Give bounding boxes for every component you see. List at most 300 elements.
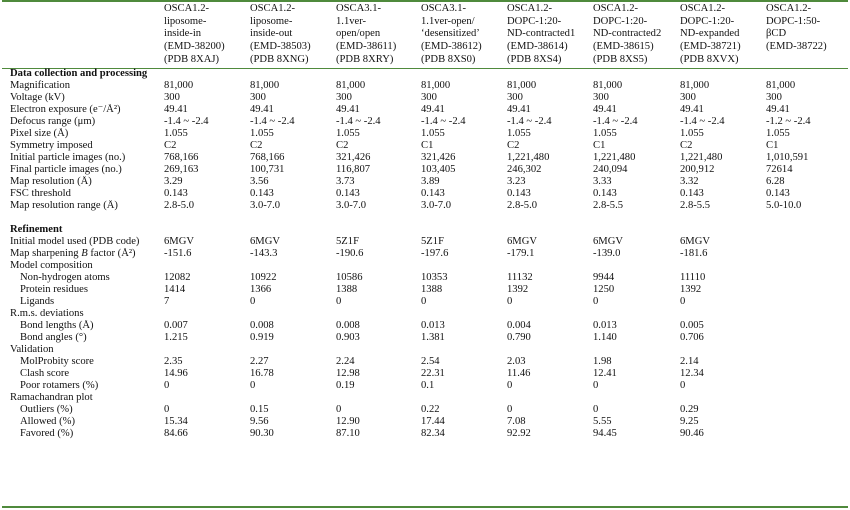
table-cell [250,392,336,404]
column-header-line: OSCA1.2- [593,3,639,14]
column-header-line: OSCA1.2- [507,3,553,14]
table-cell: 82.34 [421,428,445,439]
table-cell: 6MGV [593,236,624,247]
table-cell: 0.008 [250,320,274,331]
table-cell: 10353 [421,272,448,283]
table-cell [766,320,850,332]
table-cell: 1,221,480 [593,152,636,163]
table-cell: 3.73 [336,176,355,187]
column-header [680,3,766,68]
row-label: Symmetry imposed [10,140,93,151]
table-row [0,116,850,128]
table-cell: 1.055 [507,128,531,139]
table-cell [164,392,250,404]
table-cell: 3.0-7.0 [336,200,367,211]
table-cell: -139.0 [593,248,621,259]
table-cell: 1392 [680,284,702,295]
table-cell [507,260,593,272]
column-header-line: (PDB 8XNG) [250,53,309,65]
column-header [164,3,250,68]
table-cell: 0.143 [250,188,274,199]
table-cell: 10922 [250,272,277,283]
table-cell: 10586 [336,272,363,283]
table-cell [766,332,850,344]
table-cell: 84.66 [164,428,188,439]
table-row [0,92,850,104]
table-cell: 9.56 [250,416,269,427]
table-cell: 2.8-5.0 [507,200,538,211]
table-top-rule [2,0,848,2]
section-row [0,224,850,236]
column-header-line: inside-out [250,28,293,40]
table-cell: 3.29 [164,176,183,187]
table-cell: 300 [421,92,437,103]
table-row [0,140,850,152]
column-header-line: (EMD-38200) [164,41,225,53]
table-cell [507,392,593,404]
table-cell [766,392,850,404]
table-cell: 300 [336,92,352,103]
column-header-line: βCD [766,28,787,40]
table-cell [766,296,850,308]
column-header-line: (PDB 8XS5) [593,53,648,65]
table-cell: 49.41 [766,104,790,115]
table-cell: 16.78 [250,368,274,379]
column-header [766,3,850,68]
table-row [0,332,850,344]
table-cell [766,284,850,296]
column-header-line: open/open [336,28,381,40]
table-cell: 81,000 [766,80,796,91]
table-cell [593,392,680,404]
table-cell: 2.27 [250,356,269,367]
column-header [250,3,336,68]
table-row [0,392,850,404]
table-cell: 3.23 [507,176,526,187]
column-header-line: ND-contracted1 [507,28,576,40]
spacer-row [0,212,850,224]
table-cell: 768,166 [164,152,199,163]
table-cell: -1.2 ~ -2.4 [766,116,811,127]
table-cell [766,308,850,320]
table-cell: 0.004 [507,320,531,331]
table-cell: 0 [507,404,513,415]
table-cell: 116,807 [336,164,371,175]
table-cell: C2 [507,140,520,151]
table-cell: 49.41 [164,104,188,115]
table-cell: 5Z1F [421,236,444,247]
section-row [0,68,850,80]
table-cell [766,248,850,260]
table-cell: 0.29 [680,404,699,415]
table-row [0,428,850,440]
column-header-line: (PDB 8XS0) [421,53,476,65]
column-header-line: (EMD-38721) [680,41,741,53]
table-cell: 72614 [766,164,793,175]
table-cell: 5.55 [593,416,612,427]
table-cell: 100,731 [250,164,285,175]
table-cell: 0 [593,296,599,307]
row-label: Clash score [20,368,70,379]
table-cell: -197.6 [421,248,449,259]
table-cell [680,392,766,404]
table-cell: 17.44 [421,416,445,427]
table-cell: 2.54 [421,356,440,367]
table-cell: 1.98 [593,356,612,367]
table-cell [766,380,850,392]
table-cell: 6MGV [250,236,281,247]
table-cell: 1388 [336,284,358,295]
table-cell: 11132 [507,272,533,283]
table-cell: 0 [164,380,170,391]
table-cell: 0.790 [507,332,531,343]
table-bottom-rule [2,506,848,508]
table-cell: 14.96 [164,368,188,379]
table-row [0,200,850,212]
table-cell: 240,094 [593,164,628,175]
row-label: Outliers (%) [20,404,73,415]
table-cell: 2.14 [680,356,699,367]
table-cell: -1.4 ~ -2.4 [336,116,381,127]
section-heading: Refinement [10,224,63,235]
table-cell: 81,000 [336,80,366,91]
table-cell: 0.005 [680,320,704,331]
table-cell: 246,302 [507,164,542,175]
table-cell: 300 [593,92,609,103]
column-header-line: (PDB 8XS4) [507,53,562,65]
table-cell: 0 [336,296,342,307]
table-cell: 0.013 [593,320,617,331]
table-cell: 0 [680,296,686,307]
column-header-line: (PDB 8XAJ) [164,53,220,65]
table-cell: -1.4 ~ -2.4 [507,116,552,127]
table-cell: 768,166 [250,152,285,163]
row-label: Validation [10,344,54,355]
table-cell: 7.08 [507,416,526,427]
row-label: FSC threshold [10,188,71,199]
row-label: Pixel size (Å) [10,128,69,139]
column-header-line: ‘desensitized’ [421,28,480,40]
table-cell [766,356,850,368]
table-cell: 49.41 [680,104,704,115]
column-header-line: ND-expanded [680,28,740,40]
section-heading: Data collection and processing [10,68,148,79]
row-label: Defocus range (μm) [10,116,96,127]
table-cell [164,260,250,272]
table-cell: 1.055 [336,128,360,139]
table-row [0,356,850,368]
table-cell: 1,221,480 [507,152,550,163]
row-label: MolProbity score [20,356,94,367]
table-cell [593,344,680,356]
column-header [507,3,593,68]
table-cell [250,260,336,272]
table-row [0,128,850,140]
table-cell: 0.19 [336,380,355,391]
table-cell: 0.919 [250,332,274,343]
table-cell [680,260,766,272]
table-cell: 2.8-5.0 [164,200,195,211]
spacer-cell [0,212,850,224]
column-header-line: (EMD-38612) [421,41,482,53]
column-header-line: OSCA1.2- [250,3,296,14]
column-header-line: OSCA1.2- [766,3,812,14]
table-cell: 1.215 [164,332,188,343]
table-row [0,272,850,284]
table-cell: 0.15 [250,404,269,415]
table-cell: 90.30 [250,428,274,439]
table-cell: 5.0-10.0 [766,200,802,211]
table-cell: 12.90 [336,416,360,427]
table-cell: 200,912 [680,164,715,175]
column-header [421,3,507,68]
column-header-line: DOPC-1:20- [680,15,735,27]
table-cell: 15.34 [164,416,188,427]
table-row [0,152,850,164]
table-cell: 0.143 [336,188,360,199]
table-cell: 22.31 [421,368,445,379]
table-cell: 1250 [593,284,615,295]
table-cell: 3.56 [250,176,269,187]
table-cell: -151.6 [164,248,192,259]
table-cell: 11.46 [507,368,531,379]
table-cell [593,260,680,272]
table-cell: 9944 [593,272,615,283]
table-cell: -1.4 ~ -2.4 [680,116,725,127]
row-label: Ramachandran plot [10,392,93,403]
table-cell [250,308,336,320]
table-row [0,320,850,332]
table-cell: 6MGV [164,236,195,247]
table-cell: 0 [250,380,256,391]
table-cell: 0.143 [421,188,445,199]
column-header-line: (EMD-38615) [593,41,654,53]
table-cell: 0 [421,296,427,307]
table-cell: 2.03 [507,356,526,367]
column-header-line: (EMD-38611) [336,41,397,53]
table-cell: 3.0-7.0 [250,200,281,211]
header-corner-cell [0,3,164,68]
table-cell [164,344,250,356]
table-cell: 1.140 [593,332,617,343]
row-label: Initial model used (PDB code) [10,236,140,247]
table-cell: 1.055 [421,128,445,139]
table-cell: 81,000 [593,80,623,91]
table-cell: -1.4 ~ -2.4 [250,116,295,127]
column-header [593,3,680,68]
column-header-line: DOPC-1:50- [766,15,821,27]
table-cell: 3.89 [421,176,440,187]
table-cell [680,344,766,356]
table-row [0,380,850,392]
table-cell: 300 [766,92,782,103]
table-cell: 81,000 [250,80,280,91]
column-header-line: OSCA1.2- [680,3,726,14]
table-cell: 103,405 [421,164,456,175]
table-cell: 1,221,480 [680,152,723,163]
column-header [336,3,421,68]
row-label: Map resolution range (Å) [10,200,118,211]
table-cell [766,428,850,440]
table-cell: 49.41 [421,104,445,115]
row-label: Model composition [10,260,93,271]
table-cell: 1388 [421,284,443,295]
table-cell: 0.22 [421,404,440,415]
table-row [0,416,850,428]
table-cell: 0.1 [421,380,435,391]
table-cell: 3.32 [680,176,699,187]
column-header-line: inside-in [164,28,202,40]
table-cell [766,272,850,284]
table-cell [421,392,507,404]
column-header-line: (PDB 8XVX) [680,53,739,65]
table-cell: 6MGV [507,236,538,247]
column-header-line: OSCA1.2- [164,3,210,14]
table-cell: 1,010,591 [766,152,809,163]
table-cell [421,308,507,320]
column-header-line: liposome- [164,15,207,27]
table-cell: 5Z1F [336,236,359,247]
table-cell [507,344,593,356]
column-header-line: OSCA3.1- [336,3,382,14]
table-cell: C2 [250,140,263,151]
table-cell: 9.25 [680,416,699,427]
table-cell: 81,000 [164,80,194,91]
table-cell: 1366 [250,284,272,295]
column-header-line: (EMD-38503) [250,41,311,53]
table-cell: 12.34 [680,368,704,379]
table-cell: 87.10 [336,428,360,439]
table-cell: 49.41 [336,104,360,115]
table-cell: 0 [593,404,599,415]
table-row [0,176,850,188]
table-cell: 12.41 [593,368,617,379]
table-cell [336,260,421,272]
column-header-line: (EMD-38614) [507,41,568,53]
row-label: Bond lengths (Å) [20,320,94,331]
row-label: Non-hydrogen atoms [20,272,110,283]
table-cell: 300 [250,92,266,103]
table-row [0,296,850,308]
table-row [0,260,850,272]
header-row [0,3,850,68]
table-cell: 3.0-7.0 [421,200,452,211]
table-cell: 81,000 [507,80,537,91]
table-cell: 0.706 [680,332,704,343]
table-cell: -179.1 [507,248,535,259]
table-cell: 0 [680,380,686,391]
table-cell: 0 [250,296,256,307]
row-label: R.m.s. deviations [10,308,84,319]
table-cell: 81,000 [421,80,451,91]
table-cell: 49.41 [507,104,531,115]
table-cell [766,416,850,428]
table-cell: 0.007 [164,320,188,331]
table-cell: -1.4 ~ -2.4 [421,116,466,127]
row-label: Voltage (kV) [10,92,65,103]
table-cell: 1392 [507,284,529,295]
table-cell: 0.013 [421,320,445,331]
row-label: Map resolution (Å) [10,176,92,187]
table-cell: 1.381 [421,332,445,343]
row-label: Final particle images (no.) [10,164,122,175]
table-cell: 300 [164,92,180,103]
column-header-line: (PDB 8XRY) [336,53,394,65]
table-cell [507,308,593,320]
table-cell [766,260,850,272]
table-cell: 300 [680,92,696,103]
table-row [0,248,850,260]
table-cell [164,308,250,320]
row-label: Favored (%) [20,428,74,439]
table-cell: 0 [164,404,170,415]
row-label: Initial particle images (no.) [10,152,126,163]
cryo-em-statistics-table [0,3,850,440]
table-cell: C1 [421,140,434,151]
column-header-line: OSCA3.1- [421,3,467,14]
table-cell [336,308,421,320]
table-cell [336,392,421,404]
row-label: Electron exposure (e⁻/Å²) [10,104,121,115]
table-cell: C1 [593,140,606,151]
table-row [0,80,850,92]
table-cell: 0.008 [336,320,360,331]
table-cell: 49.41 [250,104,274,115]
table-row [0,368,850,380]
column-header-line: DOPC-1:20- [507,15,562,27]
table-cell [766,404,850,416]
table-cell: -1.4 ~ -2.4 [593,116,638,127]
table-cell: 1.055 [680,128,704,139]
table-cell: 0 [593,380,599,391]
row-label: Protein residues [20,284,88,295]
table-cell [680,308,766,320]
column-header-line: 1.1ver-open/ [421,15,475,27]
row-label: Bond angles (°) [20,332,87,343]
table-cell: 6.28 [766,176,785,187]
table-cell: 92.92 [507,428,531,439]
column-header-line: ND-contracted2 [593,28,662,40]
table-cell: -1.4 ~ -2.4 [164,116,209,127]
table-cell: 2.8-5.5 [593,200,624,211]
table-row [0,344,850,356]
table-cell: 0.903 [336,332,360,343]
table-cell: 0 [507,296,513,307]
row-label: Allowed (%) [20,416,76,427]
table-cell: 2.35 [164,356,183,367]
table-cell [421,344,507,356]
table-cell: -181.6 [680,248,708,259]
table-cell: 0.143 [593,188,617,199]
table-row [0,404,850,416]
table-cell: 321,426 [336,152,371,163]
table-cell [250,344,336,356]
table-cell [593,308,680,320]
table-cell: 269,163 [164,164,199,175]
table-cell [766,368,850,380]
table-cell: 11110 [680,272,706,283]
table-cell: 1.055 [593,128,617,139]
table-cell: 12082 [164,272,191,283]
table-cell [766,236,850,248]
table-cell: 49.41 [593,104,617,115]
row-label: Magnification [10,80,71,91]
table-cell: 1414 [164,284,186,295]
column-header-line: (EMD-38722) [766,41,827,53]
table-row [0,164,850,176]
table-cell: C1 [766,140,779,151]
table-cell: 0 [336,404,342,415]
